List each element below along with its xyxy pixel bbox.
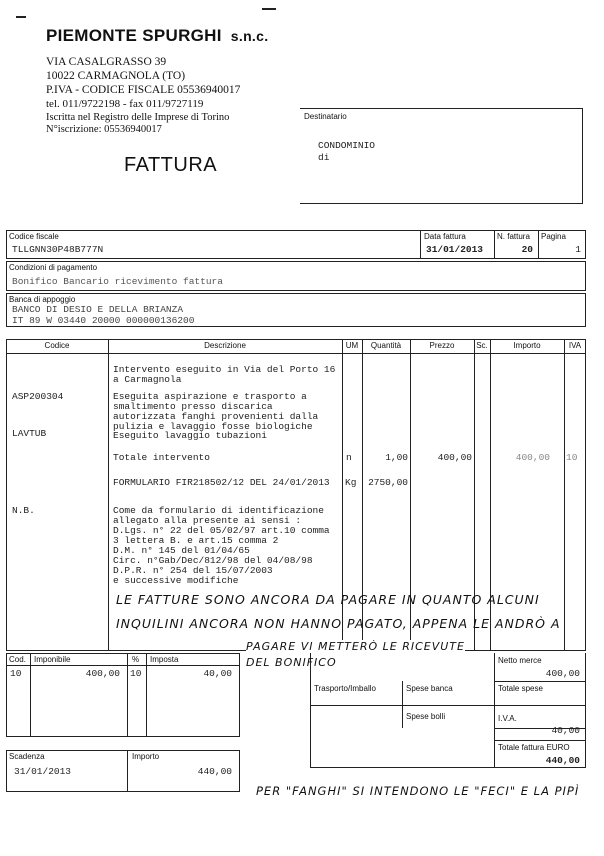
company-name-text: PIEMONTE SPURGHI xyxy=(46,26,222,45)
trasporto-label: Trasporto/Imballo xyxy=(314,684,376,693)
handwritten-note-line-3: PAGARE VI METTERÒ LE RICEVUTE xyxy=(246,640,465,653)
row-lav-code: LAVTUB xyxy=(12,428,47,439)
row-intervento-desc-2: a Carmagnola xyxy=(113,374,182,385)
numero-fattura-label: N. fattura xyxy=(497,232,530,241)
row-asp-desc-2: smaltimento presso discarica xyxy=(113,401,273,412)
scan-mark-corner xyxy=(16,16,26,18)
pagina-value: 1 xyxy=(575,244,581,255)
scadenza-value: 31/01/2013 xyxy=(14,766,72,777)
tax-cod-value: 10 xyxy=(10,668,22,679)
row-formulario-qty: 2750,00 xyxy=(368,477,408,488)
company-address-1: VIA CASALGRASSO 39 xyxy=(46,56,167,68)
totale-spese-label: Totale spese xyxy=(498,684,543,693)
document-title: FATTURA xyxy=(124,154,218,176)
row-nb-desc-6: Circ. n°Gab/Dec/812/98 del 04/08/98 xyxy=(113,555,313,566)
company-suffix: s.n.c. xyxy=(230,28,269,44)
scadenza-label: Scadenza xyxy=(9,752,45,761)
col-importo: Importo xyxy=(513,341,541,350)
row-lav-desc: Eseguito lavaggio tubazioni xyxy=(113,430,267,441)
payment-label: Condizioni di pagamento xyxy=(9,263,98,272)
row-totale-um: n xyxy=(346,452,352,463)
recipient-line-1: CONDOMINIO xyxy=(318,140,376,151)
recipient-line-2: di xyxy=(318,152,330,163)
handwritten-note-line-1: LE FATTURE SONO ANCORA DA PAGARE IN QUANTO ALCUNI xyxy=(116,592,540,607)
row-asp-desc-4: pulizia e lavaggio fosse biologiche xyxy=(113,421,313,432)
spese-banca-label: Spese banca xyxy=(406,684,453,693)
scan-mark-top xyxy=(262,8,276,10)
iva-label: I.V.A. xyxy=(498,714,517,723)
row-totale-qty: 1,00 xyxy=(385,452,408,463)
bank-label: Banca di appoggio xyxy=(9,295,76,304)
row-nb-code: N.B. xyxy=(12,505,35,516)
spese-bolli-label: Spese bolli xyxy=(406,712,446,721)
totale-fattura-label: Totale fattura EURO xyxy=(498,743,570,752)
pagina-label: Pagina xyxy=(541,232,566,241)
recipient-label: Destinatario xyxy=(304,112,347,121)
tax-pct-value: 10 xyxy=(130,668,142,679)
codice-fiscale-label: Codice fiscale xyxy=(9,232,59,241)
row-totale-desc: Totale intervento xyxy=(113,452,210,463)
row-totale-vat: 10 xyxy=(566,452,578,463)
iva-value: 40,00 xyxy=(551,725,580,736)
row-intervento-desc-1: Intervento eseguito in Via del Porto 16 xyxy=(113,364,336,375)
row-asp-code: ASP200304 xyxy=(12,391,64,402)
row-formulario-desc: FORMULARIO FIR218502/12 DEL 24/01/2013 xyxy=(113,477,330,488)
netto-merce-value: 400,00 xyxy=(545,668,580,679)
numero-fattura-value: 20 xyxy=(521,244,533,255)
col-iva: IVA xyxy=(568,341,582,350)
col-prezzo: Prezzo xyxy=(429,341,455,350)
col-descrizione: Descrizione xyxy=(204,341,246,350)
col-um: UM xyxy=(345,341,359,350)
col-quantita: Quantità xyxy=(370,341,402,350)
tax-imposta-value: 40,00 xyxy=(203,668,232,679)
row-nb-desc-2: allegato alla presente ai sensi : xyxy=(113,515,302,526)
row-nb-desc-4: 3 lettera B. e art.15 comma 2 xyxy=(113,535,279,546)
tax-imposta-label: Imposta xyxy=(150,655,179,664)
col-codice: Codice xyxy=(44,341,70,350)
tax-imponibile-label: Imponibile xyxy=(34,655,71,664)
data-fattura-value: 31/01/2013 xyxy=(426,244,484,255)
codice-fiscale-value: TLLGNN30P48B777N xyxy=(12,244,104,255)
row-nb-desc-1: Come da formulario di identificazione xyxy=(113,505,324,516)
company-registry-2: N°iscrizione: 05536940017 xyxy=(46,124,162,135)
company-vat: P.IVA - CODICE FISCALE 05536940017 xyxy=(46,84,241,96)
importo-label: Importo xyxy=(132,752,160,761)
company-registry-1: Iscritta nel Registro delle Imprese di Torino xyxy=(46,112,230,123)
company-address-2: 10022 CARMAGNOLA (TO) xyxy=(46,70,186,82)
row-nb-desc-8: e successive modifiche xyxy=(113,575,239,586)
payment-value: Bonifico Bancario ricevimento fattura xyxy=(12,276,223,287)
row-nb-desc-7: D.P.R. n° 254 del 15/07/2003 xyxy=(113,565,273,576)
handwritten-bottom-note: PER "FANGHI" SI INTENDONO LE "FECI" E LA PIPÌ xyxy=(256,784,580,798)
tax-imponibile-value: 400,00 xyxy=(85,668,120,679)
handwritten-note-line-4: DEL BONIFICO xyxy=(246,656,337,669)
row-nb-desc-3: D.Lgs. n° 22 del 05/02/97 art.10 comma xyxy=(113,525,330,536)
row-asp-desc-3: autorizzata fanghi provenienti dalla xyxy=(113,411,319,422)
col-sconto: Sc. xyxy=(476,341,488,350)
company-name xyxy=(46,26,268,46)
tax-cod-label: Cod. xyxy=(9,655,26,664)
tax-pct-label: % xyxy=(132,655,140,664)
bank-line-2: IT 89 W 03440 20000 000000136200 xyxy=(12,315,195,326)
importo-value: 440,00 xyxy=(197,766,232,777)
company-phone: tel. 011/9722198 - fax 011/9727119 xyxy=(46,98,204,110)
row-totale-price: 400,00 xyxy=(437,452,472,463)
netto-merce-label: Netto merce xyxy=(498,656,542,665)
bank-line-1: BANCO DI DESIO E DELLA BRIANZA xyxy=(12,304,184,315)
row-nb-desc-5: D.M. n° 145 del 01/04/65 xyxy=(113,545,250,556)
data-fattura-label: Data fattura xyxy=(424,232,466,241)
recipient-box xyxy=(300,108,583,204)
row-formulario-um: Kg xyxy=(345,477,357,488)
row-asp-desc-1: Eseguita aspirazione e trasporto a xyxy=(113,391,307,402)
totale-fattura-value: 440,00 xyxy=(545,755,580,766)
handwritten-note-line-2: INQUILINI ANCORA NON HANNO PAGATO, APPENA LE ANDRÒ A xyxy=(116,616,561,631)
row-totale-amount: 400,00 xyxy=(515,452,550,463)
